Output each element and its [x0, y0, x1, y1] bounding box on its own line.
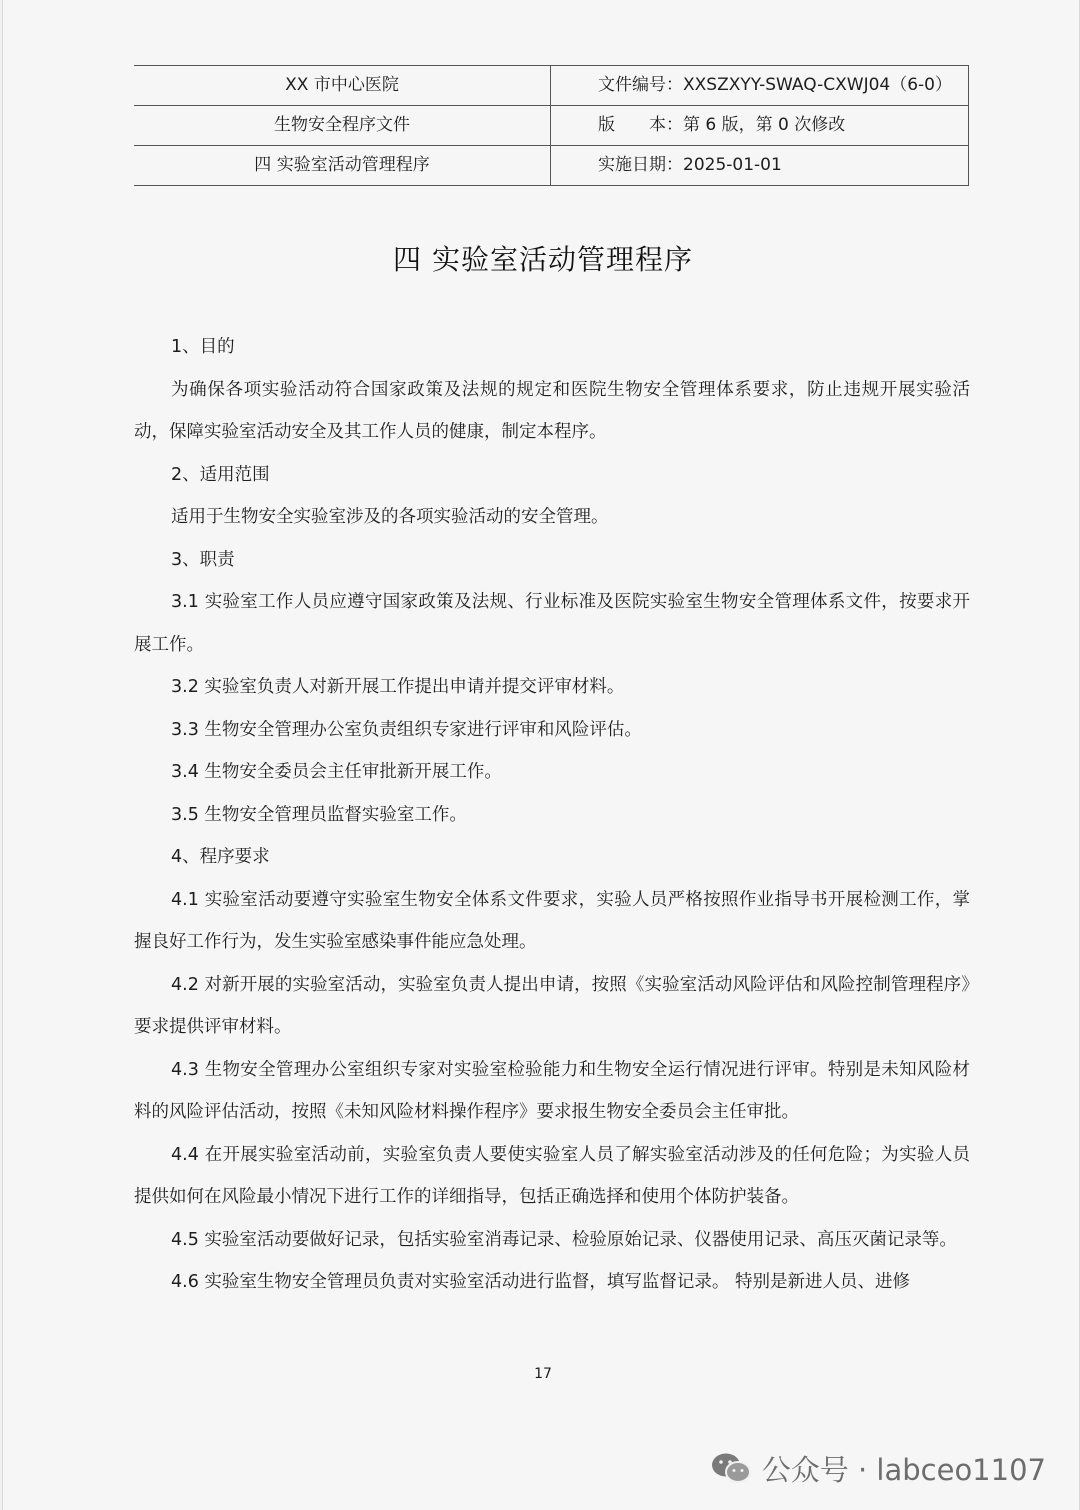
wechat-icon — [710, 1451, 752, 1485]
version-label-a: 版 — [598, 115, 615, 135]
paragraph: 3.3 生物安全管理办公室负责组织专家进行评审和风险评估。 — [171, 719, 642, 740]
paragraph: 适用于生物安全实验室涉及的各项实验活动的安全管理。 — [171, 507, 609, 527]
paragraph: 3.5 生物安全管理员监督实验室工作。 — [171, 804, 467, 825]
document-header-table — [134, 65, 969, 186]
file-number: 文件编号：XXSZXYY-SWAQ-CXWJ04（6-0） — [551, 66, 969, 106]
effective-date: 实施日期：2025-01-01 — [551, 146, 969, 186]
document-body — [134, 326, 970, 1304]
paragraph: 4.1 实验室活动要遵守实验室生物安全体系文件要求，实验人员严格按照作业指导书开展检测工作，掌握良好工作行为，发生实验室感染事件能应急处理。 — [134, 889, 970, 952]
paragraph: 3.2 实验室负责人对新开展工作提出申请并提交评审材料。 — [171, 677, 625, 697]
watermark-text: 公众号 · labceo1107 — [761, 1452, 1046, 1487]
paragraph: 4.4 在开展实验室活动前，实验室负责人要使实验室人员了解实验室活动涉及的任何危险；为实验人员提供如何在风险最小情况下进行工作的详细指导，包括正确选择和使用个体防护装备。 — [134, 1144, 970, 1207]
paragraph: 2、适用范围 — [171, 464, 270, 485]
version-label-b: 本：第 6 版，第 0 次修改 — [649, 115, 846, 135]
page-number: 17 — [534, 1366, 552, 1382]
paragraph: 3.1 实验室工作人员应遵守国家政策及法规、行业标准及医院实验室生物安全管理体系文件，按要求开展工作。 — [134, 592, 970, 655]
section-name: 四 实验室活动管理程序 — [134, 146, 551, 186]
paragraph: 3、职责 — [171, 549, 235, 570]
hospital-name: XX 市中心医院 — [134, 66, 551, 106]
program-document-label: 生物安全程序文件 — [134, 106, 551, 146]
document-page — [2, 0, 1080, 1510]
paragraph: 为确保各项实验活动符合国家政策及法规的规定和医院生物安全管理体系要求，防止违规开展实验活动，保障实验室活动安全及其工作人员的健康，制定本程序。 — [134, 379, 970, 442]
paragraph: 4.3 生物安全管理办公室组织专家对实验室检验能力和生物安全运行情况进行评审。特别是未知风险材料的风险评估活动，按照《未知风险材料操作程序》要求报生物安全委员会主任审批。 — [134, 1059, 970, 1122]
paragraph: 4、程序要求 — [171, 847, 270, 867]
paragraph: 3.4 生物安全委员会主任审批新开展工作。 — [171, 762, 502, 782]
version-info — [551, 106, 969, 146]
document-title: 四 实验室活动管理程序 — [393, 243, 693, 276]
paragraph: 4.6 实验室生物安全管理员负责对实验室活动进行监督，填写监督记录。 特别是新进人员、进修 — [171, 1272, 910, 1292]
paragraph: 1、目的 — [171, 337, 235, 357]
paragraph: 4.2 对新开展的实验室活动，实验室负责人提出申请，按照《实验室活动风险评估和风险控制管理程序》要求提供评审材料。 — [134, 974, 970, 1037]
paragraph: 4.5 实验室活动要做好记录，包括实验室消毒记录、检验原始记录、仪器使用记录、高压灭菌记录等。 — [171, 1229, 957, 1250]
watermark — [710, 1448, 1046, 1488]
